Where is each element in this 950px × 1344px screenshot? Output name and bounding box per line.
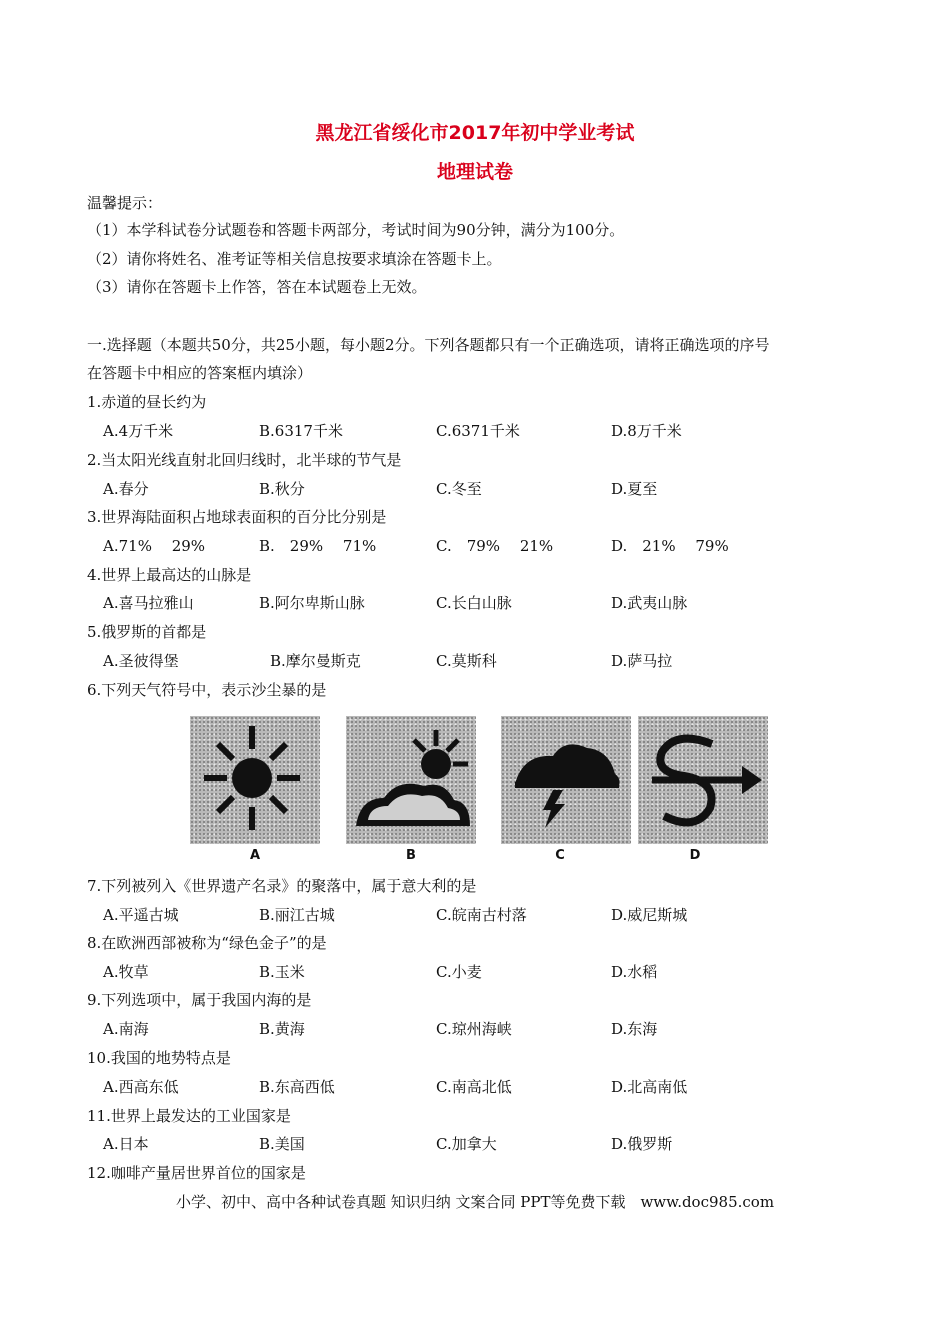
question-options [103,651,863,671]
question-stem: 12.咖啡产量居世界首位的国家是 [87,1164,306,1182]
option-b: B.黄海 [259,1020,305,1038]
option-a: A.牧草 [103,963,149,981]
question-stem: 4.世界上最高达的山脉是 [87,566,252,584]
option-c: C.6371千米 [436,422,520,440]
thunderstorm-icon [501,716,631,844]
option-a: A.平遥古城 [103,906,179,924]
question-options [103,1077,863,1097]
question-options [103,536,863,556]
option-d: D.北高南低 [611,1078,688,1096]
option-d: D.俄罗斯 [611,1135,673,1153]
option-b: B.阿尔卑斯山脉 [259,594,365,612]
option-b: B.摩尔曼斯克 [270,652,361,670]
tip-item: （1）本学科试卷分试题卷和答题卡两部分，考试时间为90分钟，满分为100分。 [87,221,625,239]
question-options [103,1019,863,1039]
question-options [103,905,863,925]
option-d: D. 21% 79% [611,537,729,555]
option-d: D.东海 [611,1020,658,1038]
question-stem: 6.下列天气符号中，表示沙尘暴的是 [87,681,327,699]
option-a: A.春分 [103,480,149,498]
page-subtitle: 地理试卷 [436,161,513,183]
question-stem: 9.下列选项中，属于我国内海的是 [87,991,312,1009]
option-c: C.南高北低 [436,1078,512,1096]
option-b: B.东高西低 [259,1078,335,1096]
option-c: C. 79% 21% [436,537,554,555]
option-a: A.4万千米 [103,422,174,440]
figure-label-c: C [555,848,565,863]
question-stem: 2.当太阳光线直射北回归线时，北半球的节气是 [87,451,402,469]
option-d: D.威尼斯城 [611,906,688,924]
option-a: A.南海 [103,1020,149,1038]
option-d: D.夏至 [611,480,658,498]
footer-watermark-text: 小学、初中、高中各种试卷真题 知识归纳 文案合同 PPT等免费下载 www.doc985.com [175,1193,775,1211]
option-c: C.皖南古村落 [436,906,527,924]
question-stem: 5.俄罗斯的首都是 [87,623,207,641]
tip-item: （3）请你在答题卡上作答，答在本试题卷上无效。 [87,278,427,296]
option-b: B.6317千米 [259,422,343,440]
option-c: C.长白山脉 [436,594,512,612]
section-instructions-cont: 在答题卡中相应的答案框内填涂） [87,364,313,382]
tip-item: （2）请你将姓名、准考证等相关信息按要求填涂在答题卡上。 [87,250,502,268]
section-instructions: 一.选择题（本题共50分，共25小题，每小题2分。下列各题都只有一个正确选项，请将正确选项的序号 [87,336,770,354]
question-options [103,962,863,982]
sandstorm-icon [638,716,768,844]
figure-label-a: A [249,848,261,863]
option-c: C.冬至 [436,480,482,498]
option-c: C.加拿大 [436,1135,497,1153]
option-a: A.圣彼得堡 [103,652,179,670]
figure-label-d: D [689,848,701,863]
option-d: D.8万千米 [611,422,682,440]
option-c: C.琼州海峡 [436,1020,512,1038]
question-stem: 8.在欧洲西部被称为“绿色金子”的是 [87,934,327,952]
option-a: A.71% 29% [103,537,206,555]
option-b: B. 29% 71% [259,537,377,555]
partly-cloudy-icon [346,716,476,844]
figure-label-b: B [406,848,416,863]
option-a: A.喜马拉雅山 [103,594,194,612]
option-d: D.水稻 [611,963,658,981]
option-a: A.日本 [103,1135,149,1153]
option-b: B.秋分 [259,480,305,498]
option-d: D.萨马拉 [611,652,673,670]
question-options [103,593,863,613]
sunny-icon [190,716,320,844]
weather-symbols-figure [190,716,760,866]
question-stem: 3.世界海陆面积占地球表面积的百分比分别是 [87,508,387,526]
page-title: 黑龙江省绥化市2017年初中学业考试 [315,122,635,144]
option-d: D.武夷山脉 [611,594,688,612]
option-a: A.西高东低 [103,1078,179,1096]
option-c: C.小麦 [436,963,482,981]
question-stem: 1.赤道的昼长约为 [87,393,207,411]
question-options [103,421,863,441]
question-stem: 10.我国的地势特点是 [87,1049,231,1067]
question-stem: 7.下列被列入《世界遗产名录》的聚落中，属于意大利的是 [87,877,477,895]
tips-heading: 温馨提示： [87,194,163,212]
question-options [103,479,863,499]
question-stem: 11.世界上最发达的工业国家是 [87,1107,291,1125]
option-c: C.莫斯科 [436,652,497,670]
option-b: B.美国 [259,1135,305,1153]
option-b: B.丽江古城 [259,906,335,924]
question-options [103,1134,863,1154]
option-b: B.玉米 [259,963,305,981]
